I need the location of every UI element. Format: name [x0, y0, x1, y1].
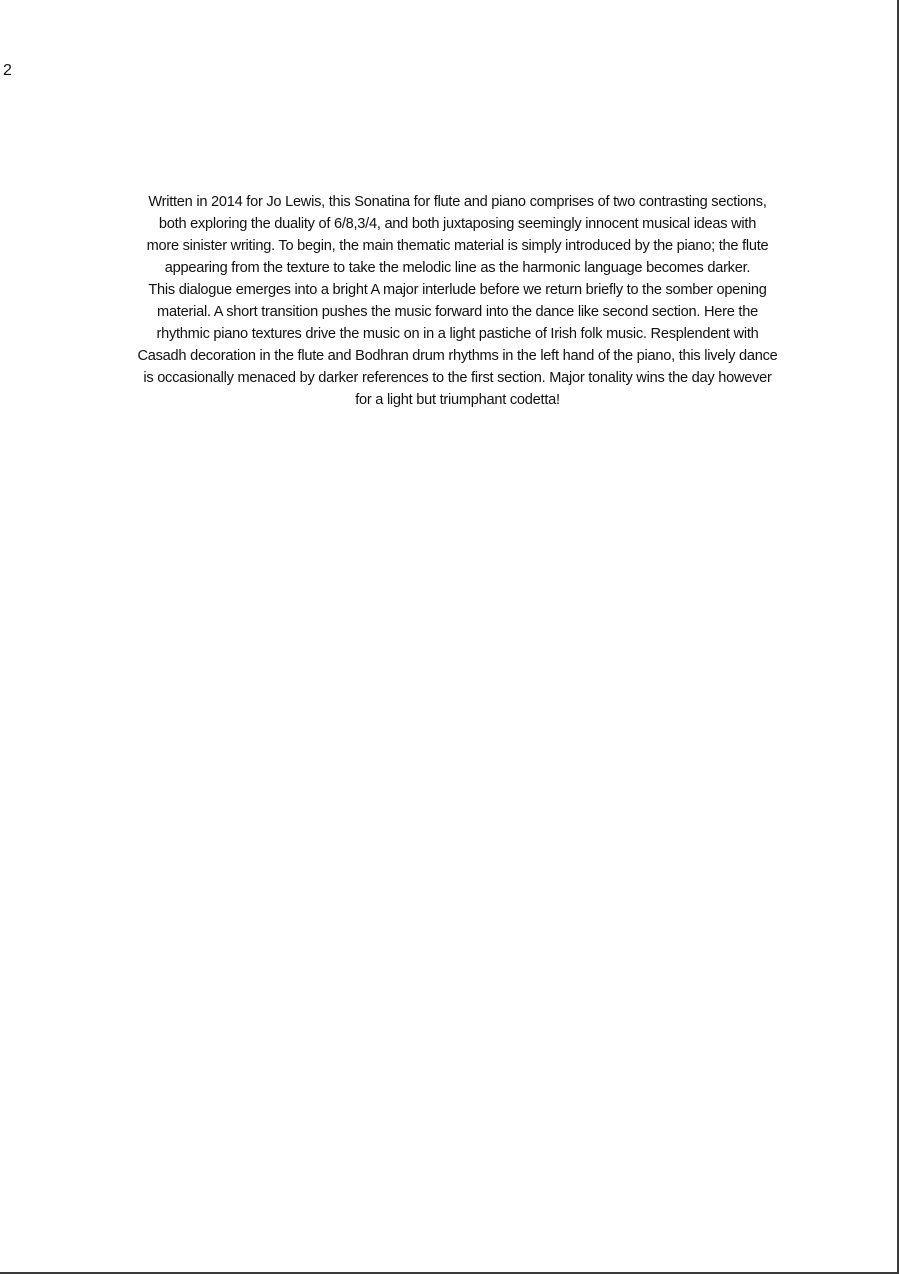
program-note-line: Casadh decoration in the flute and Bodhran drum rhythms in the left hand of the piano, this lively dance	[137, 348, 778, 364]
program-note-line: rhythmic piano textures drive the music on in a light pastiche of Irish folk music. Resplendent with	[156, 326, 759, 342]
program-note-line: appearing from the texture to take the melodic line as the harmonic language becomes darker.	[164, 260, 751, 276]
program-note-line: is occasionally menaced by darker references to the first section. Major tonality wins the day however	[143, 370, 772, 386]
program-note-line: material. A short transition pushes the music forward into the dance like second section. Here the	[157, 304, 758, 320]
program-note-line: for a light but triumphant codetta!	[355, 392, 560, 408]
program-note-line: This dialogue emerges into a bright A major interlude before we return briefly to the somber opening	[148, 282, 767, 298]
page-number: 2	[3, 62, 12, 79]
program-note-line: Written in 2014 for Jo Lewis, this Sonatina for flute and piano comprises of two contrasting sections,	[148, 194, 767, 210]
program-note-line: more sinister writing. To begin, the main thematic material is simply introduced by the piano; the flute	[146, 238, 769, 254]
program-note-line: both exploring the duality of 6/8,3/4, and both juxtaposing seemingly innocent musical ideas with	[158, 216, 757, 232]
program-note-paragraph	[70, 191, 845, 411]
